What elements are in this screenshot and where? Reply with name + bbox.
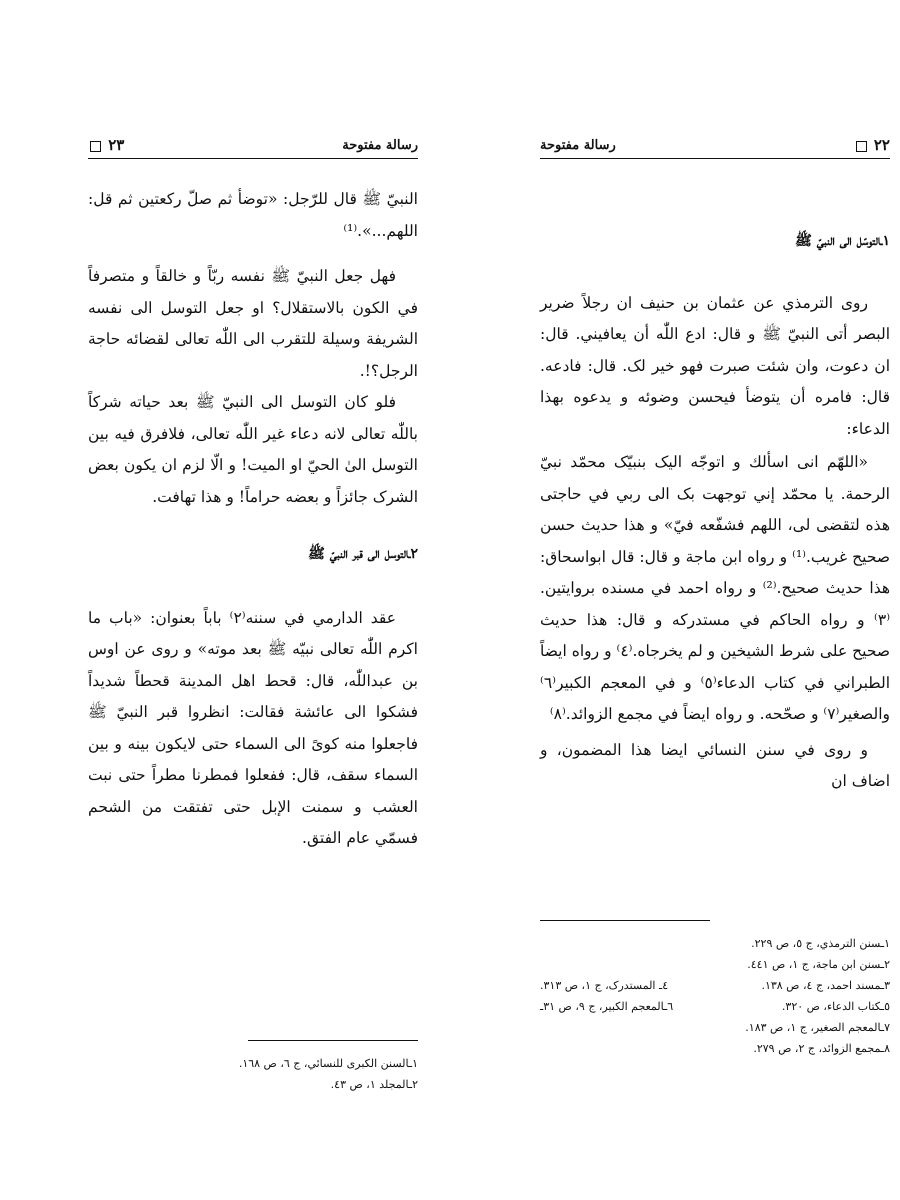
right-page xyxy=(540,0,890,1200)
left-footnotes xyxy=(88,1040,418,1095)
page-number xyxy=(854,136,890,154)
right-footnotes xyxy=(540,920,890,1059)
footnote-text: ٨ـمجمع الزوائد، ج ٢، ص ٢٧٩. xyxy=(753,1042,890,1055)
square-icon xyxy=(856,141,867,152)
footnote-text: ٣ـمسند احمد، ج ٤، ص ١٣٨. xyxy=(761,979,890,992)
footnote-text: ١ـسنن الترمذي، ج ٥، ص ٢٢٩. xyxy=(751,937,890,950)
page-title: رسالة مفتوحة xyxy=(540,138,616,153)
footnote xyxy=(540,1038,890,1059)
left-page-body xyxy=(88,184,418,855)
footnote-text: ٧ـالمعجم الصغير، ج ١، ص ١٨٣. xyxy=(745,1021,890,1034)
footnote-text: ٦ـالمعجم الكبير، ج ٩، ص ٣١ـ xyxy=(540,1000,674,1013)
footnote xyxy=(540,954,890,975)
right-page-header xyxy=(540,136,890,159)
page-number xyxy=(88,136,124,154)
footnote xyxy=(540,1017,890,1038)
paragraph: فهل جعل النبيّ ﷺ نفسه ربّاً و خالقاً و متصرفاً في الكون بالاستقلال؟ او جعل التوسل الى نفسه الشريفة وسيلة للتقرب الى اللّٰه تعالى لقضائه حاجة الرجل؟!. xyxy=(88,267,418,380)
right-page-body xyxy=(540,226,890,798)
paragraph: فلو كان التوسل الى النبيّ ﷺ بعد حياته شركاً باللّٰه تعالى لانه دعاء غير اللّٰه تعالى، فلافرق فيه بين التوسل الیٰ الحيّ او الميت! و الّا لزم ان يكون بعض الشرک جائزاً و بعضه حراماً! و هذا تهافت. xyxy=(88,393,418,506)
footnote: ٢ـالمجلد ١، ص ٤٣. xyxy=(330,1078,418,1091)
footnote xyxy=(540,933,890,954)
footnote-text: ٢ـسنن ابن ماجة، ج ١، ص ٤٤١. xyxy=(747,958,890,971)
paragraph: النبيّ ﷺ قال للرّجل: «توضأ ثم صلّ ركعتين ثم قل: اللهم...».⁽¹⁾ xyxy=(88,190,418,240)
footnote-divider xyxy=(248,1040,418,1041)
paragraph: «اللهّم انی اسألك و اتوجّه اليک بنبيّک محمّد نبيّ الرحمة. يا محمّد إني توجهت بک الى ربي في حاجتى هذه لتقضى لی، اللهم فشفّعه فيّ» و هذا حديث حسن صحيح غريب.⁽¹⁾ و رواه ابن ماجة و قال: قال ابواسحاق: هذا حديث صحيح.⁽²⁾ و رواه احمد في مسنده بروايتين.⁽٣⁾ و رواه الحاكم في مستدركه و قال: هذا حديث صحيح على شرط الشيخين و لم يخرجاه.⁽٤⁾ و رواه ايضاً الطبراني في كتاب الدعاء⁽٥⁾ و في المعجم الكبير⁽٦⁾ والصغير⁽٧⁾ و صحّحه. و رواه ايضاً في مجمع الزوائد.⁽٨⁾ xyxy=(540,453,891,723)
section-heading: ٢ـالتوسل الى قبر النبيّ ﷺ xyxy=(307,546,418,562)
left-page xyxy=(88,0,418,1200)
section-heading: ١ـالتوسّل الى النبيّ ﷺ xyxy=(794,233,890,249)
footnote xyxy=(540,975,890,996)
footnote-divider xyxy=(540,920,710,921)
footnote: ١ـالسنن الكبرى للنسائي، ج ٦، ص ١٦٨. xyxy=(238,1057,418,1070)
square-icon xyxy=(90,141,101,152)
left-page-header xyxy=(88,136,418,159)
footnote-text: ٤ـ المستدرک، ج ١، ص ٣١٣. xyxy=(540,979,669,992)
footnote xyxy=(540,996,890,1017)
paragraph: و روى في سنن النسائي ايضا هذا المضمون، و اضاف ان xyxy=(540,740,890,790)
paragraph: عقد الدارمي في سننه⁽٢⁾ باباً بعنوان: «باب ما اكرم اللّٰه تعالى نبيّه ﷺ بعد موته» و روى عن اوس بن عبداللّٰه، قال: قحط اهل المدينة قحطاً شديداً فشكوا الى عائشة فقالت: انظروا قبر النبيّ ﷺ فاجعلوا منه كوىً الى السماء حتى لايكون بينه و بين السماء سقف، قال: ففعلوا فمطرنا مطراً حتى نبت العشب و سمنت الإبل حتى تفتقت من الشحم فسمّي عام الفتق. xyxy=(88,608,418,847)
page-number-value: ٢٣ xyxy=(108,136,125,154)
paragraph: روى الترمذي عن عثمان بن حنيف ان رجلاً ضرير البصر أتى النبيّ ﷺ و قال: ادع اللّٰه أن يعافيني. قال: ان دعوت، وان شئت صبرت فهو خير لک. قال: فادعه. قال: فامره أن يتوضأ فيحسن وضوئه و يدعوه بهذا الدعاء: xyxy=(540,293,890,438)
page-title: رسالة مفتوحة xyxy=(342,138,418,153)
footnote-text: ٥ـکتاب الدعاء، ص ٣٢٠. xyxy=(781,1000,890,1013)
page-number-value: ٢٢ xyxy=(873,136,890,154)
